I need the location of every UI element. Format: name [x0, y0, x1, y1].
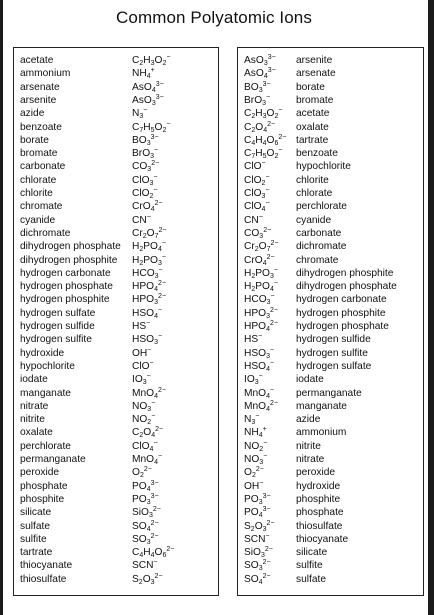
ion-formula: $C_2H_3O_2^-$ [244, 107, 283, 121]
ion-formula: $H_2PO_3^-$ [244, 266, 278, 280]
ion-name: chlorite [20, 188, 53, 199]
ion-name: phosphite [20, 493, 65, 505]
table-row [238, 413, 423, 426]
ion-formula: $NO_2^-$ [244, 439, 268, 453]
table-row [14, 440, 218, 453]
table-row [14, 320, 218, 333]
ion-formula: $C_2O_4^{2-}$ [244, 120, 276, 134]
ion-name: hydroxide [296, 480, 341, 492]
ion-formula: $N_3^-$ [132, 107, 148, 121]
ion-name: hypochlorite [20, 360, 75, 372]
ion-formula: $HCO_3^-$ [132, 266, 163, 280]
ion-formula: $HPO_4^{2-}$ [132, 280, 166, 294]
ion-formula: $PO_3^{3-}$ [244, 492, 271, 506]
ion-name: oxalate [296, 121, 329, 133]
ion-formula: $C_7H_5O_2^-$ [132, 120, 171, 134]
table-row [238, 187, 423, 200]
table-row [238, 200, 423, 213]
ion-name: carbonate [20, 161, 66, 173]
table-row [238, 347, 423, 360]
ion-formula: ClO$_2$− [132, 187, 158, 200]
ion-name: chlorate [296, 188, 333, 199]
ion-name: peroxide [296, 467, 336, 479]
table-row [14, 200, 218, 213]
table-row [238, 67, 423, 80]
table-row [238, 121, 423, 134]
name-to-formula-table [13, 47, 219, 596]
ion-formula: BrO$_3$− [244, 93, 271, 107]
ion-formula: OH− [132, 346, 152, 359]
table-row [14, 360, 218, 373]
table-row [238, 81, 423, 94]
table-row [238, 134, 423, 147]
ion-name: bromate [20, 148, 58, 160]
ion-formula: $Cr_2O_7^{2-}$ [244, 240, 279, 254]
table-row [238, 506, 423, 519]
ion-name: silicate [296, 547, 328, 559]
ion-formula: ClO− [132, 359, 154, 372]
ion-name: phosphite [296, 493, 341, 505]
ion-formula: MnO$_4$− [132, 453, 163, 466]
ion-formula: $HSO_3^-$ [132, 333, 163, 347]
table-row [14, 333, 218, 346]
table-row [238, 373, 423, 386]
ion-name: permanganate [296, 387, 362, 399]
ion-formula: $HPO_3^{2-}$ [244, 306, 278, 320]
ion-name: benzoate [296, 148, 338, 160]
ion-formula: $SO_3^{2-}$ [132, 532, 159, 546]
ion-name: acetate [296, 108, 330, 120]
ion-formula: $HSO_4^-$ [132, 306, 163, 320]
ion-name: thiocyanate [296, 533, 349, 545]
ion-name: thiocyanate [20, 560, 73, 572]
table-row [238, 147, 423, 160]
ion-formula: $SO_3^{2-}$ [244, 559, 271, 573]
ion-name: dihydrogen phosphite [296, 267, 394, 279]
ion-formula: CrO$_4^{2-}$ [132, 200, 163, 214]
table-row [14, 147, 218, 160]
ion-formula: CrO$_4^{2-}$ [244, 253, 275, 267]
ion-formula: $PO_3^{3-}$ [132, 492, 159, 506]
ion-name: cyanide [20, 214, 56, 226]
table-row [238, 307, 423, 320]
table-row [238, 227, 423, 240]
ion-name: arsenate [296, 68, 336, 80]
ion-formula: ClO$_3$− [132, 173, 158, 187]
ion-formula: $C_2O_4^{2-}$ [132, 426, 164, 440]
ion-name: arsenate [20, 81, 60, 93]
table-row [238, 559, 423, 572]
ion-formula: SiO$_3^{2-}$ [132, 506, 161, 520]
ion-name: carbonate [296, 227, 342, 239]
table-row [14, 280, 218, 293]
ion-formula: SCN− [244, 532, 270, 545]
table-row [238, 546, 423, 559]
table-row [238, 107, 423, 120]
table-row [14, 559, 218, 572]
ion-formula: $Cr_2O_7^{2-}$ [132, 226, 167, 240]
table-row [14, 134, 218, 147]
ion-formula: $H_2PO_4^-$ [244, 280, 278, 294]
ion-formula: ClO− [244, 160, 266, 173]
ion-formula: ClO$_3$− [244, 187, 270, 200]
ion-formula: $C_4H_4O_6^{2-}$ [244, 133, 287, 147]
ion-formula: $PO_4^{3-}$ [132, 479, 159, 493]
table-row [238, 160, 423, 173]
table-row [14, 293, 218, 306]
ion-name: peroxide [20, 467, 60, 479]
ion-formula: CN− [244, 213, 263, 226]
table-row [14, 413, 218, 426]
ion-name: hydrogen carbonate [296, 294, 387, 306]
ion-formula: $NH_4^+$ [132, 67, 155, 81]
table-row [14, 400, 218, 413]
ion-name: hydrogen phosphate [20, 281, 113, 293]
table-row [14, 453, 218, 466]
table-row [14, 267, 218, 280]
ion-formula: $SO_4^{2-}$ [244, 572, 271, 586]
ion-name: arsenite [296, 55, 333, 66]
ion-name: hydrogen carbonate [20, 267, 111, 279]
ion-formula: SCN− [132, 559, 158, 572]
table-row [238, 480, 423, 493]
ion-name: azide [296, 414, 321, 426]
ion-formula: ClO$_4$− [132, 439, 158, 453]
ion-name: hydrogen sulfite [20, 334, 92, 346]
ion-name: sulfate [296, 573, 327, 585]
ion-formula: $S_2O_3^{2-}$ [244, 519, 275, 533]
ion-name: ammonium [20, 68, 71, 80]
table-row [14, 506, 218, 519]
ion-formula: ClO$_4$− [244, 200, 270, 214]
ion-formula: $H_2PO_3^-$ [132, 253, 166, 267]
ion-formula: $N_3^-$ [244, 413, 260, 427]
ion-formula: AsO$_4^{3-}$ [244, 67, 276, 81]
table-row [14, 493, 218, 506]
ion-name: nitrate [20, 400, 49, 412]
ion-formula: AsO$_3^{3-}$ [132, 93, 164, 107]
ion-name: phosphate [20, 480, 68, 492]
table-row [238, 453, 423, 466]
ion-name: dihydrogen phosphate [296, 281, 397, 293]
ion-name: azide [20, 108, 45, 120]
ion-name: borate [296, 81, 325, 93]
ion-formula: $IO_3^-$ [244, 373, 263, 387]
ion-name: perchlorate [20, 440, 71, 452]
ion-formula: BrO$_3$− [132, 147, 159, 161]
ion-name: perchlorate [296, 201, 347, 213]
ion-formula: $CO_3^{2-}$ [132, 160, 160, 174]
ion-name: dichromate [20, 227, 71, 239]
ion-name: hydrogen sulfite [296, 347, 368, 359]
ion-name: sulfite [296, 560, 323, 572]
ion-formula: $C_7H_5O_2^-$ [244, 147, 283, 161]
table-row [14, 466, 218, 479]
table-row [238, 360, 423, 373]
ion-name: bromate [296, 94, 334, 106]
ion-name: manganate [20, 387, 71, 399]
ion-name: tartrate [296, 134, 329, 146]
table-row [14, 347, 218, 360]
ion-name: hydrogen phosphite [296, 307, 386, 319]
table-row [238, 214, 423, 227]
ion-formula: MnO$_4^{2-}$ [132, 386, 166, 400]
right-edge-bar [428, 0, 434, 615]
table-row [14, 254, 218, 267]
ion-name: chromate [296, 254, 339, 266]
table-row [238, 94, 423, 107]
ion-name: phosphate [296, 507, 344, 519]
table-row [238, 174, 423, 187]
ion-name: hydroxide [20, 347, 65, 359]
table-row [14, 94, 218, 107]
ion-formula: $NO_2^-$ [132, 413, 156, 427]
table-row [14, 533, 218, 546]
table-row [238, 440, 423, 453]
formula-to-name-table [237, 47, 424, 596]
ion-formula: ClO$_2$− [244, 173, 270, 187]
ion-formula: $HSO_3^-$ [244, 346, 275, 360]
ion-formula: SiO$_3^{2-}$ [244, 546, 273, 560]
table-row [238, 520, 423, 533]
ion-name: acetate [20, 55, 54, 66]
ion-name: tartrate [20, 547, 53, 559]
table-row [14, 307, 218, 320]
table-row [14, 240, 218, 253]
ion-name: hydrogen sulfate [296, 360, 372, 372]
ion-formula: $NO_3^-$ [244, 453, 268, 466]
ion-formula: $HSO_4^-$ [244, 359, 275, 373]
ion-name: hydrogen sulfide [296, 334, 371, 346]
table-row [14, 160, 218, 173]
ion-formula: $HPO_4^{2-}$ [244, 320, 278, 333]
ion-name: silicate [20, 507, 52, 519]
table-row [14, 426, 218, 439]
ion-formula: AsO$_3^{3-}$ [244, 54, 276, 67]
ion-name: nitrite [20, 414, 45, 426]
ion-formula: $NO_3^-$ [132, 399, 156, 413]
ion-formula: $BO_3^{3-}$ [132, 133, 159, 147]
ion-formula: $C_2H_3O_2^-$ [132, 54, 171, 67]
ion-name: sulfate [20, 520, 51, 532]
page-title: Common Polyatomic Ions [116, 8, 312, 27]
ion-name: arsenite [20, 94, 57, 106]
ion-formula: AsO$_4^{3-}$ [132, 80, 164, 94]
table-row [238, 254, 423, 267]
table-row [14, 81, 218, 94]
table-row [14, 373, 218, 386]
ion-formula: $O_2^{2-}$ [132, 466, 152, 480]
table-row [238, 293, 423, 306]
ion-formula: $CO_3^{2-}$ [244, 226, 272, 240]
ion-formula: CN− [132, 213, 151, 226]
table-row [14, 387, 218, 400]
ion-name: iodate [296, 374, 324, 386]
table-row [238, 280, 423, 293]
table-row [14, 546, 218, 559]
table-row [238, 333, 423, 346]
table-row [238, 426, 423, 439]
ion-formula: $O_2^{2-}$ [244, 466, 264, 480]
ion-name: sulfite [20, 533, 47, 545]
table-row [238, 533, 423, 546]
ion-name: nitrate [296, 454, 325, 465]
ion-name: nitrite [296, 440, 321, 452]
table-row [14, 214, 218, 227]
ion-formula: $BO_3^{3-}$ [244, 80, 271, 94]
ion-name: dihydrogen phosphate [20, 241, 121, 253]
table-row [14, 573, 218, 586]
table-row [238, 466, 423, 479]
ion-formula: $S_2O_3^{2-}$ [132, 572, 163, 586]
ion-name: hydrogen sulfide [20, 321, 95, 332]
ion-formula: $PO_4^{3-}$ [244, 506, 271, 520]
ion-formula: $IO_3^-$ [132, 373, 151, 387]
ion-formula: MnO$_4^{2-}$ [244, 399, 278, 413]
ion-formula: HS− [132, 320, 151, 332]
table-row [14, 67, 218, 80]
table-row [14, 480, 218, 493]
ion-name: benzoate [20, 121, 62, 133]
ion-name: chlorite [296, 174, 329, 186]
ion-name: borate [20, 134, 49, 146]
ion-name: hydrogen phosphate [296, 321, 389, 332]
ion-name: hydrogen sulfate [20, 307, 96, 319]
ion-name: thiosulfate [20, 573, 67, 585]
ion-name: dihydrogen phosphite [20, 254, 118, 266]
ion-name: oxalate [20, 427, 53, 439]
ion-name: hypochlorite [296, 161, 351, 173]
table-row [238, 400, 423, 413]
table-row [238, 493, 423, 506]
ion-name: dichromate [296, 241, 347, 253]
ion-name: chlorate [20, 174, 57, 186]
ion-formula: HS− [244, 333, 263, 346]
ion-name: hydrogen phosphite [20, 294, 110, 306]
ion-name: chromate [20, 201, 63, 213]
ion-name: manganate [296, 400, 347, 412]
table-row [14, 520, 218, 533]
ion-formula: $C_4H_4O_6^{2-}$ [132, 546, 175, 560]
table-row [238, 54, 423, 67]
table-row [238, 267, 423, 280]
table-row [14, 227, 218, 240]
ion-formula: MnO$_4$− [244, 386, 275, 400]
table-row [238, 573, 423, 586]
ion-formula: $HCO_3^-$ [244, 293, 275, 307]
left-edge-bar [0, 0, 3, 615]
ion-formula: $SO_4^{2-}$ [132, 519, 159, 533]
ion-formula: OH− [244, 479, 264, 492]
ion-formula: $HPO_3^{2-}$ [132, 293, 166, 307]
ion-formula: $H_2PO_4^-$ [132, 240, 166, 254]
ion-name: permanganate [20, 454, 86, 465]
table-row [14, 121, 218, 134]
table-row [238, 240, 423, 253]
table-row [14, 187, 218, 200]
table-row [238, 320, 423, 333]
table-row [238, 387, 423, 400]
ion-name: thiosulfate [296, 520, 343, 532]
table-row [14, 174, 218, 187]
ion-name: cyanide [296, 214, 332, 226]
ion-formula: $NH_4^+$ [244, 426, 267, 440]
table-row [14, 107, 218, 120]
table-row [14, 54, 218, 67]
ion-name: iodate [20, 374, 48, 386]
ion-name: ammonium [296, 427, 347, 439]
